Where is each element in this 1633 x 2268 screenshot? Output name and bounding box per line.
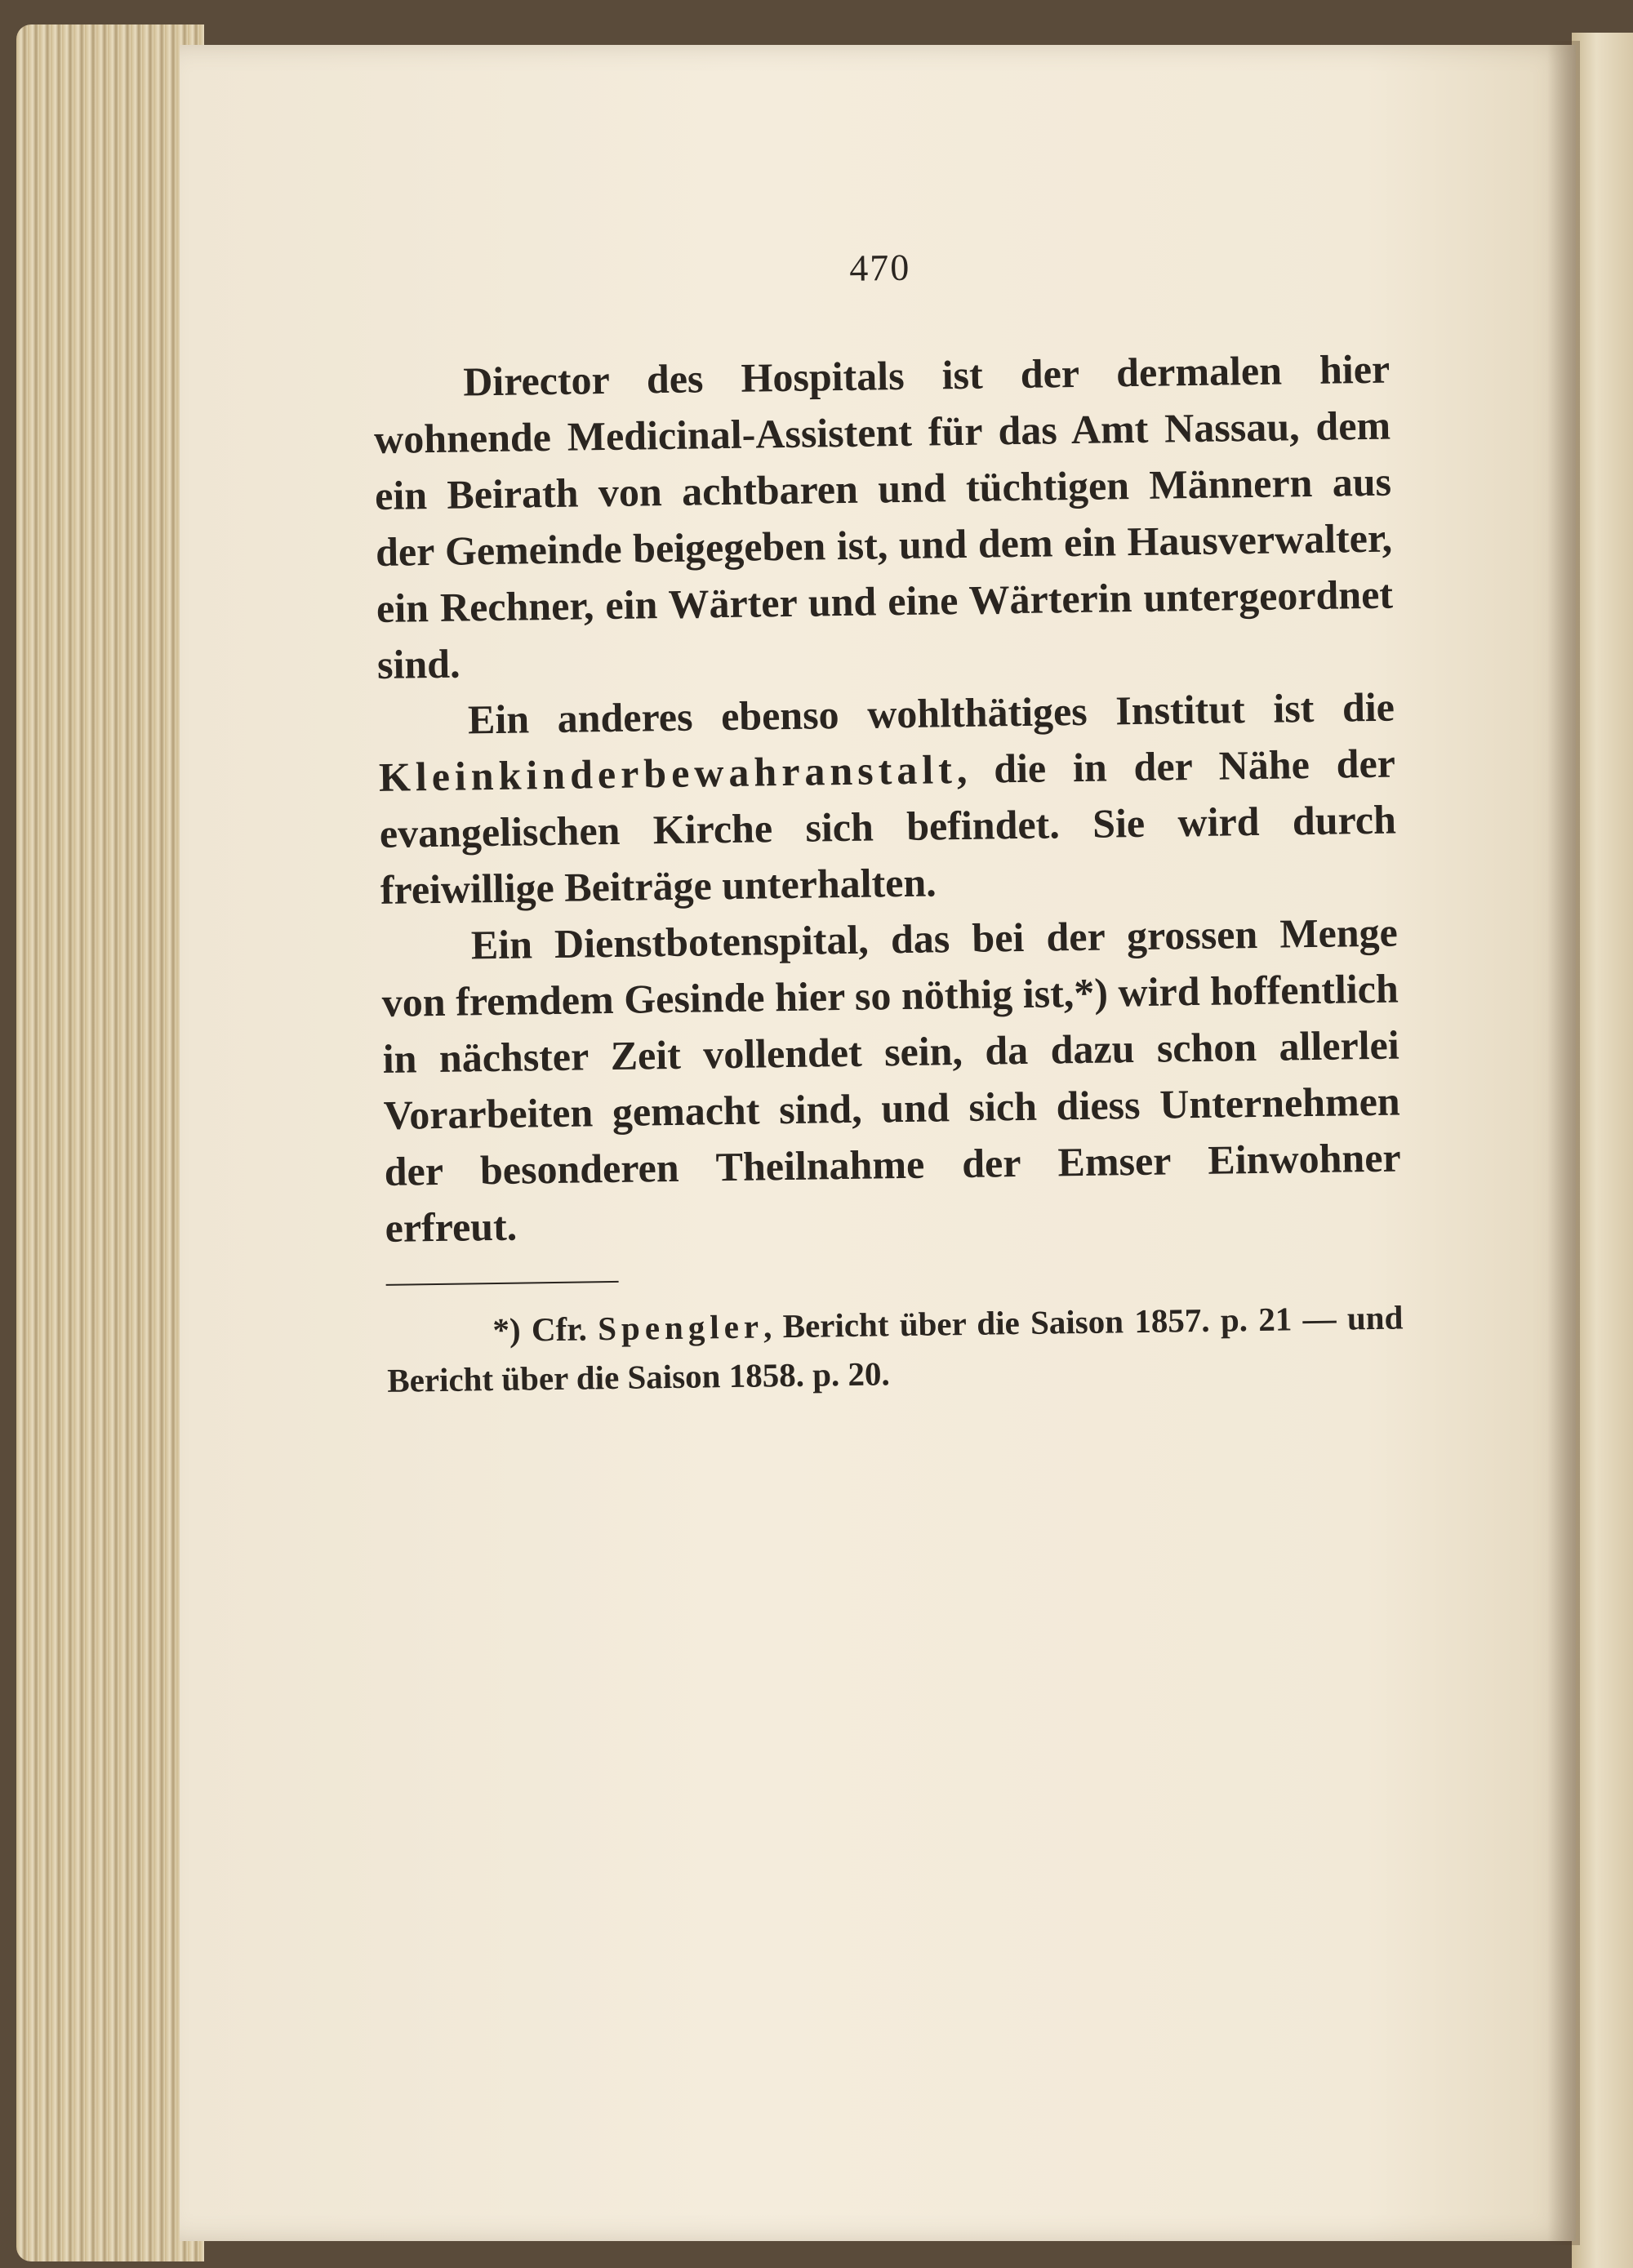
footnote-text: , Bericht über die Saison 1857. p. 21 — und Bericht über die Saison 1858. p. 20. — [386, 1298, 1404, 1399]
paragraph-servant-hospital: Ein Dienstbotenspital, das bei der grossen Menge von fremdem Gesinde hier so nöthig ist,*) wird hoffentlich in nächster Zeit vollendet sein, da dazu schon allerlei Vorarbeiten gemacht sind, und sich diess Unternehmen der besonderen Theilnahme der Emser Einwohner erfreut. — [381, 909, 1401, 1251]
page-content — [372, 239, 1404, 1405]
footnote — [386, 1292, 1404, 1404]
kleinkinderbewahranstalt-term: Kleinkinderbewahranstalt — [378, 746, 958, 800]
paragraph-kindergarten-end: , die in der Nähe der evangelischen Kirche sich befindet. Sie wird durch freiwillige Beiträge unterhalten. — [379, 740, 1397, 913]
footnote-marker: *) Cfr. — [492, 1310, 598, 1350]
footnote-author: Spengler — [597, 1307, 764, 1348]
page-number: 470 — [848, 246, 911, 289]
paragraph-kindergarten-start: Ein anderes ebenso wohlthätiges Institut ist die — [467, 683, 1395, 743]
footnote-divider — [386, 1281, 619, 1286]
page-edges-left — [16, 24, 204, 2261]
spine-shadow — [1547, 41, 1580, 2245]
paragraph-hospital-director: Director des Hospitals ist der dermalen hier wohnende Medicinal-Assistent für das Amt Nassau, dem ein Beirath von achtbaren und tüchtigen Männern aus der Gemeinde beigegeben ist, und dem ein Hausverwalter, ein Rechner, ein Wärter und eine Wärterin untergeordnet sind. — [373, 345, 1394, 687]
page-edges-right — [1572, 33, 1633, 2268]
paragraph-kindergarten — [378, 679, 1398, 918]
